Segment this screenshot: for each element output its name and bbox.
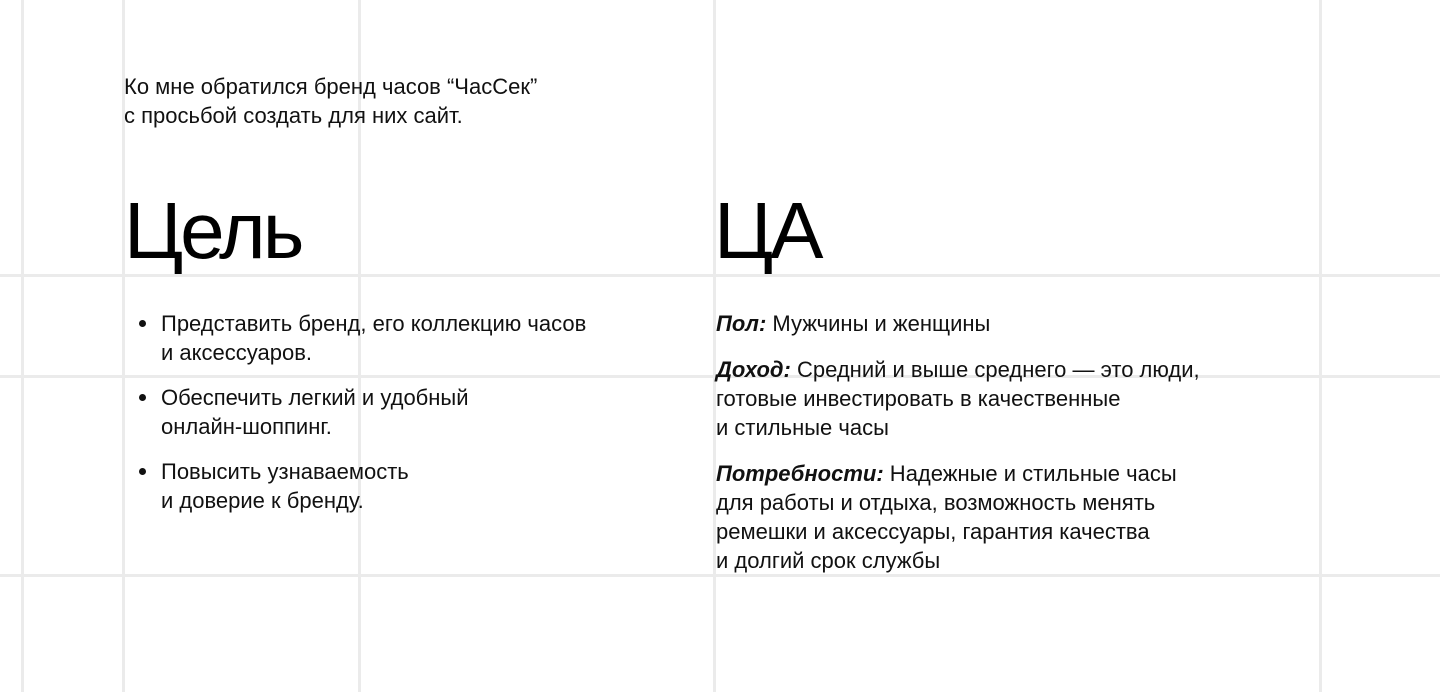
target-audience-heading: ЦА [714,186,821,275]
audience-value-line: ремешки и аксессуары, гарантия качества [716,519,1150,544]
audience-gender [716,309,1200,338]
grid-line-vertical [21,0,24,692]
goal-item-line: Представить бренд, его коллекцию часов [161,311,587,336]
intro-text [124,72,537,130]
audience-value: Надежные и стильные часы [883,461,1177,486]
audience-needs [716,459,1200,575]
intro-line: Ко мне обратился бренд часов “ЧасСек” [124,74,538,99]
audience-key: Пол: [716,311,767,336]
audience-value-line: для работы и отдыха, возможность менять [716,490,1156,515]
bullet-icon [139,320,146,327]
audience-value-line: и долгий срок службы [716,548,941,573]
goal-item-line: Повысить узнаваемость [161,459,409,484]
goal-item [161,457,586,515]
audience-value: Средний и выше среднего — это люди, [790,357,1200,382]
intro-line: с просьбой создать для них сайт. [124,103,463,128]
goal-item-line: Обеспечить легкий и удобный [161,385,469,410]
grid-line-vertical [1319,0,1322,692]
audience-value-line: и стильные часы [716,415,889,440]
bullet-icon [139,394,146,401]
goal-item [161,383,586,441]
audience-value: Мужчины и женщины [766,311,991,336]
goal-heading: Цель [124,186,302,275]
goal-item-line: и доверие к бренду. [161,488,364,513]
audience-key: Потребности: [716,461,884,486]
bullet-icon [139,468,146,475]
audience-income [716,355,1200,442]
goal-item [161,309,586,367]
goal-item-line: и аксессуаров. [161,340,313,365]
goal-item-line: онлайн-шоппинг. [161,414,332,439]
audience-value-line: готовые инвестировать в качественные [716,386,1121,411]
audience-key: Доход: [716,357,791,382]
goals-list [161,309,586,531]
target-audience-block [716,309,1200,592]
